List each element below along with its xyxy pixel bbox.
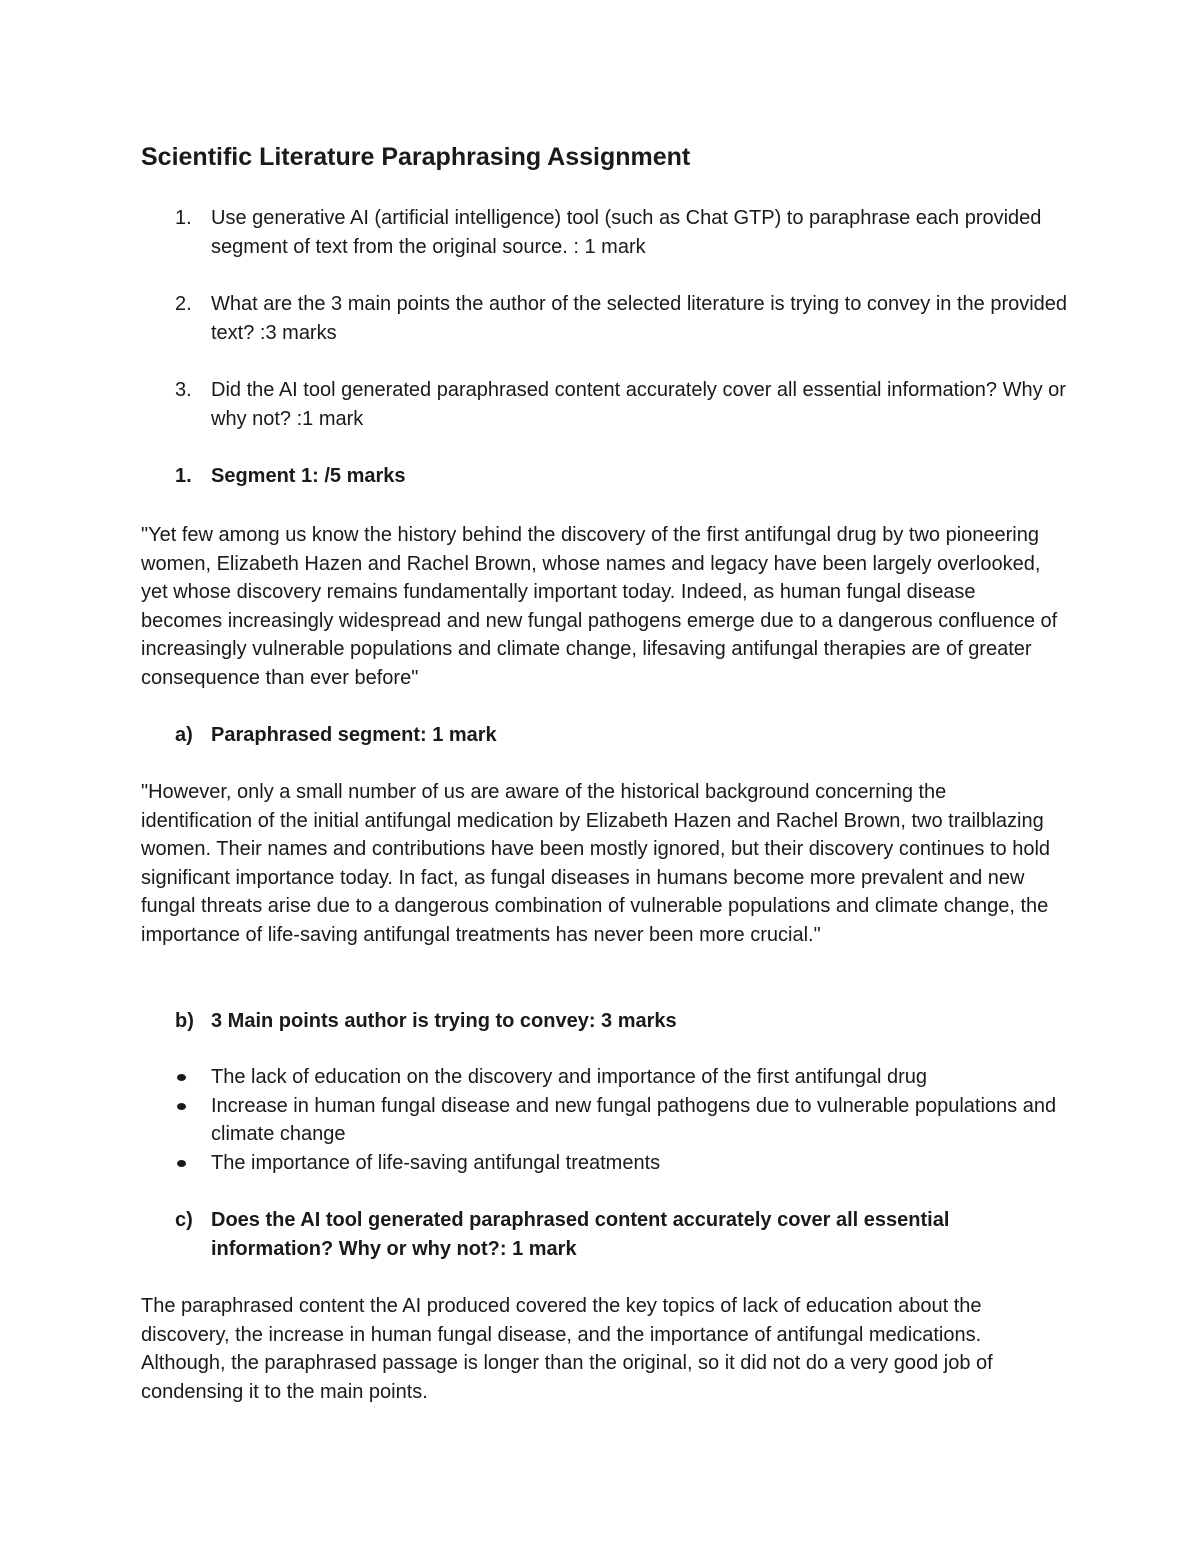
segment-heading [141,462,1041,491]
part-a-letter: a) [175,724,193,746]
part-b-heading-text: 3 Main points author is trying to convey: 3 marks [211,1010,677,1032]
part-b-heading [141,1007,1041,1036]
main-point-item [141,1149,1061,1178]
bullet-icon [177,1074,186,1081]
segment-heading-text: Segment 1: /5 marks [211,465,406,487]
instruction-number: 2. [175,293,192,315]
segment-number: 1. [175,465,192,487]
main-points-list [141,1063,1061,1177]
instruction-item [141,376,1066,433]
part-c-letter: c) [175,1209,193,1231]
main-point-text: The importance of life-saving antifungal treatments [211,1151,661,1174]
instruction-number: 1. [175,207,192,229]
instruction-text: Use generative AI (artificial intelligence) tool (such as Chat GTP) to paraphrase each provided segment of text from the original source. : 1 mark [211,207,1042,258]
instruction-number: 3. [175,379,192,401]
main-point-text: The lack of education on the discovery and importance of the first antifungal drug [211,1066,927,1088]
part-c-heading-text: Does the AI tool generated paraphrased content accurately cover all essential information? Why or why not?: 1 mark [211,1209,950,1260]
document-title: Scientific Literature Paraphrasing Assignment [141,143,691,171]
main-point-text: Increase in human fungal disease and new fungal pathogens due to vulnerable populations and climate change [211,1094,1057,1145]
paraphrased-text-paragraph: "However, only a small number of us are aware of the historical background concerning the identification of the initial antifungal medication by Elizabeth Hazen and Rachel Brown, two trailblazing women. Their names and contributions have been mostly ignored, but their discovery continues to hold significant importance today. In fact, as fungal diseases in humans become more prevalent and new fungal threats arise due to a dangerous combination of vulnerable populations and climate change, the importance of life-saving antifungal treatments has never been more crucial." [141,781,1051,946]
instruction-text: Did the AI tool generated paraphrased content accurately cover all essential information? Why or why not? :1 mark [211,379,1066,430]
instruction-item [141,204,1061,261]
evaluation-paragraph: The paraphrased content the AI produced covered the key topics of lack of education about the discovery, the increase in human fungal disease, and the importance of antifungal medications. Although, the paraphrased passage is longer than the original, so it did not do a very good job of condensing it to the main points. [141,1295,993,1403]
part-c-heading [141,1206,1041,1263]
part-b-letter: b) [175,1010,194,1032]
part-a-heading-text: Paraphrased segment: 1 mark [211,724,497,746]
main-point-item [141,1063,1061,1092]
main-point-item [141,1092,1061,1149]
instruction-text: What are the 3 main points the author of the selected literature is trying to convey in the provided text? :3 marks [211,293,1068,344]
original-text-paragraph: "Yet few among us know the history behind the discovery of the first antifungal drug by two pioneering women, Elizabeth Hazen and Rachel Brown, whose names and legacy have been largely overlooked, yet whose discovery remains fundamentally important today. Indeed, as human fungal disease becomes increasingly widespread and new fungal pathogens emerge due to a dangerous confluence of increasingly vulnerable populations and climate change, lifesaving antifungal therapies are of greater consequence than ever before" [141,524,1058,689]
instruction-item [141,290,1068,347]
bullet-icon [177,1103,186,1110]
part-a-heading [141,721,1041,750]
bullet-icon [177,1160,186,1167]
